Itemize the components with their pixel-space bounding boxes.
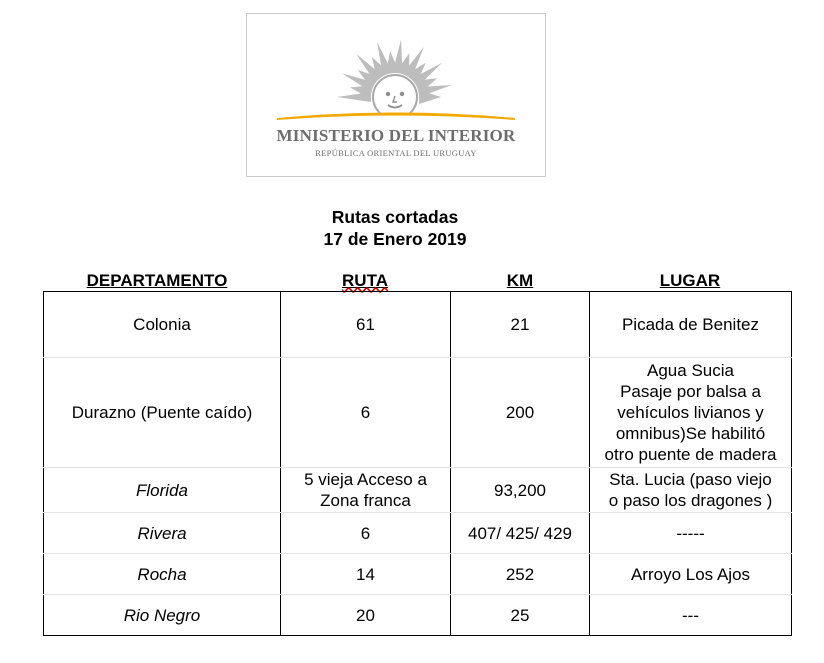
cell-departamento: Colonia: [44, 292, 281, 358]
cell-km: 21: [451, 292, 590, 358]
lugar-line: Pasaje por balsa a: [620, 382, 761, 401]
cell-km: 252: [451, 554, 590, 595]
cell-lugar: Picada de Benitez: [590, 292, 792, 358]
cell-departamento: Rocha: [44, 554, 281, 595]
cell-km: 200: [451, 358, 590, 468]
ministry-logo: [246, 13, 546, 177]
cell-km: 25: [451, 595, 590, 636]
lugar-line: vehículos livianos y: [617, 403, 764, 422]
cell-departamento: Florida: [44, 468, 281, 513]
cell-ruta: 61: [281, 292, 451, 358]
cell-departamento: Durazno (Puente caído): [44, 358, 281, 468]
cell-km: 407/ 425/ 429: [451, 513, 590, 554]
table-row: [44, 292, 792, 358]
cell-lugar: -----: [590, 513, 792, 554]
lugar-line: omnibus)Se habilitó: [615, 424, 766, 443]
ruta-line: Zona franca: [320, 491, 411, 510]
routes-table: [43, 291, 792, 636]
page-date: 17 de Enero 2019: [323, 229, 467, 249]
lugar-line: otro puente de madera: [604, 445, 777, 464]
cell-ruta: 6: [281, 358, 451, 468]
cell-departamento: Rio Negro: [44, 595, 281, 636]
header-ruta-label: RUTA: [342, 271, 388, 290]
cell-ruta: 14: [281, 554, 451, 595]
ruta-line: 5 vieja Acceso a: [304, 470, 427, 489]
cell-departamento: Rivera: [44, 513, 281, 554]
cell-lugar: [590, 468, 792, 513]
table-row: [44, 554, 792, 595]
lugar-line: Agua Sucia: [647, 361, 734, 380]
header-ruta: [300, 271, 430, 291]
table-row: [44, 468, 792, 513]
cell-lugar: ---: [590, 595, 792, 636]
table-row: [44, 595, 792, 636]
lugar-line: Sta. Lucia (paso viejo: [609, 470, 772, 489]
cell-ruta: [281, 468, 451, 513]
logo-title: MINISTERIO DEL INTERIOR: [276, 126, 516, 145]
header-lugar: LUGAR: [659, 271, 721, 290]
header-departamento: DEPARTAMENTO: [86, 271, 228, 290]
table-row: [44, 358, 792, 468]
logo-subtitle: REPÚBLICA ORIENTAL DEL URUGUAY: [315, 148, 477, 158]
cell-km: 93,200: [451, 468, 590, 513]
cell-ruta: 6: [281, 513, 451, 554]
table-row: [44, 513, 792, 554]
cell-ruta: 20: [281, 595, 451, 636]
page-title: Rutas cortadas: [331, 207, 459, 227]
cell-lugar: Arroyo Los Ajos: [590, 554, 792, 595]
lugar-line: o paso los dragones ): [608, 491, 773, 510]
cell-lugar: [590, 358, 792, 468]
header-km: KM: [506, 271, 534, 290]
